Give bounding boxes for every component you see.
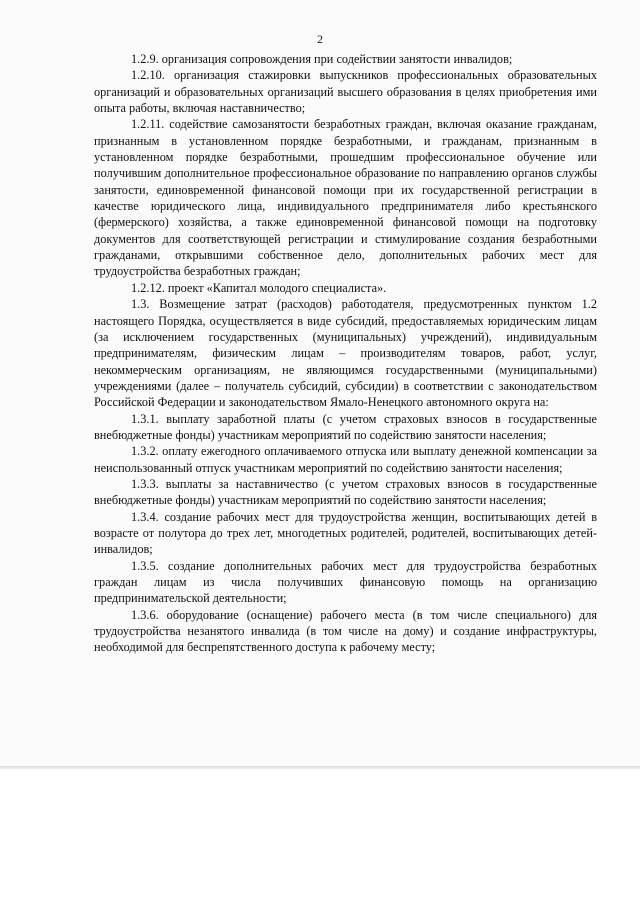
paragraph-1-3-5: 1.3.5. создание дополнительных рабочих мест для трудоустройства безработных граждан лицам из числа получивших финансовую помощь на организацию предпринимательской деятельности; — [94, 558, 597, 606]
page-bottom-edge — [0, 766, 640, 769]
paragraph-1-3: 1.3. Возмещение затрат (расходов) работодателя, предусмотренных пунктом 1.2 настоящего Порядка, осуществляется в виде субсидий, предоставляемых юридическим лицам (за исключением государственных (муниципальных) учреждений), индивидуальным предпринимателям, физическим лицам – производителям товаров, работ, услуг, некоммерческим организациям, не являющимся государственными (муниципальными) учреждениями (далее – получатель субсидий, субсидии) в соответствии с законодательством Российской Федерации и законодательством Ямало-Ненецкого автономного округа на: — [94, 297, 597, 410]
paragraph-1-2-11: 1.2.11. содействие самозанятости безработных граждан, включая оказание гражданам, признанным в установленном порядке безработными, и гражданам, признанным в установленном порядке безработными, прошедшим профессиональное обучение или получившим дополнительное профессиональное образование по направлению органов службы занятости, единовременной финансовой помощи при их государственной регистрации в качестве юридического лица, индивидуального предпринимателя либо крестьянского (фермерского) хозяйства, а также единовременной финансовой помощи на подготовку документов для соответствующей регистрации и стимулирование создания безработными гражданами, открывшими собственное дело, дополнительных рабочих мест для трудоустройства безработных граждан; — [94, 117, 597, 279]
page-number: 2 — [317, 32, 323, 46]
paragraph-1-3-2: 1.3.2. оплату ежегодного оплачиваемого отпуска или выплату денежной компенсации за неиспользованный отпуск участникам мероприятий по содействию занятости населения; — [94, 444, 597, 475]
paragraph-1-2-12: 1.2.12. проект «Капитал молодого специалиста». — [131, 280, 387, 295]
paragraph-1-3-6: 1.3.6. оборудование (оснащение) рабочего места (в том числе специального) для трудоустройства незанятого инвалида (в том числе на дому) и создание инфраструктуры, необходимой для беспрепятственного доступа к рабочему месту; — [94, 607, 597, 655]
paragraph-1-3-4: 1.3.4. создание рабочих мест для трудоустройства женщин, воспитывающих детей в возрасте от полутора до трех лет, многодетных родителей, родителей, воспитывающих детей-инвалидов; — [94, 509, 597, 557]
paragraph-1-3-3: 1.3.3. выплаты за наставничество (с учетом страховых взносов в государственные внебюджетные фонды) участникам мероприятий по содействию занятости населения; — [94, 476, 597, 508]
paragraph-1-2-9: 1.2.9. организация сопровождения при содействии занятости инвалидов; — [131, 52, 513, 66]
document-body — [94, 51, 597, 656]
paragraph-1-2-10: 1.2.10. организация стажировки выпускников профессиональных образовательных организаций и образовательных организаций высшего образования в целях приобретения ими опыта работы, включая наставничество; — [94, 68, 597, 116]
paragraph-1-3-1: 1.3.1. выплату заработной платы (с учетом страховых взносов в государственные внебюджетные фонды) участникам мероприятий по содействию занятости населения; — [94, 411, 597, 442]
